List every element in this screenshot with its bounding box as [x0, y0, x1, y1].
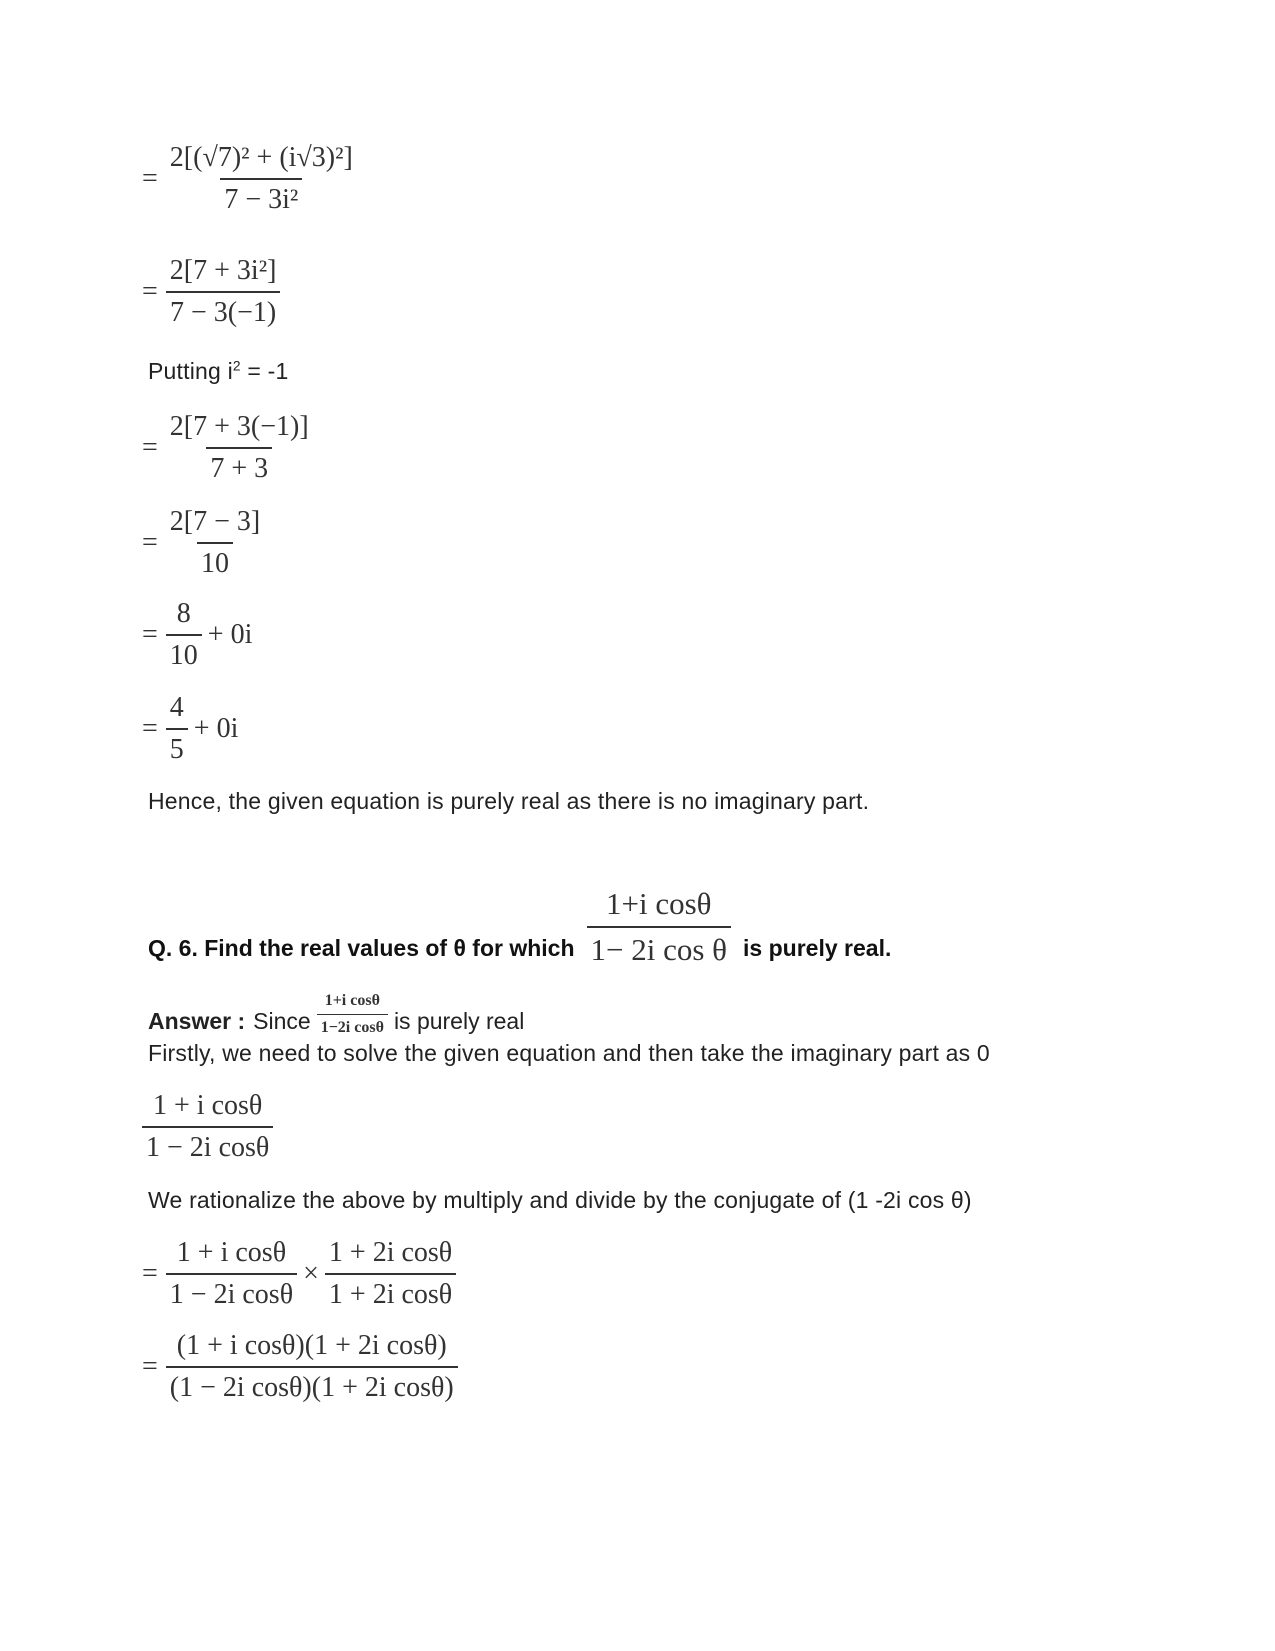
putting-text [148, 358, 288, 385]
right-fraction [325, 1237, 456, 1311]
equals-sign: = [142, 1258, 158, 1289]
times-sign: × [303, 1258, 319, 1289]
fraction [166, 506, 264, 580]
numerator: 1+i cosθ [324, 992, 380, 1009]
equals-sign: = [142, 432, 158, 463]
denominator: 1 − 2i cosθ [166, 1273, 297, 1311]
math-step-3 [142, 411, 313, 485]
answer-fraction [317, 992, 388, 1037]
firstly-text: Firstly, we need to solve the given equation and then take the imaginary part as 0 [148, 1040, 990, 1066]
product-expression [142, 1237, 456, 1311]
equals-sign: = [142, 163, 158, 194]
numerator: 2[7 + 3(−1)] [169, 411, 309, 442]
question-heading [148, 880, 892, 967]
fraction [166, 598, 202, 672]
math-step-5 [142, 598, 252, 672]
denominator: 10 [166, 634, 202, 672]
conclusion-text: Hence, the given equation is purely real as there is no imaginary part. [148, 788, 870, 814]
denominator: 7 − 3(−1) [166, 291, 280, 329]
rationalize-text: We rationalize the above by multiply and divide by the conjugate of (1 -2i cos θ) [148, 1187, 972, 1213]
question-fraction [587, 886, 732, 968]
equals-sign: = [142, 527, 158, 558]
answer-label: Answer : [148, 1008, 246, 1034]
equals-sign: = [142, 276, 158, 307]
putting-suffix: = -1 [240, 358, 289, 384]
denominator: 10 [197, 542, 233, 580]
denominator: (1 − 2i cosθ)(1 + 2i cosθ) [166, 1366, 458, 1404]
denominator: 1− 2i cos θ [587, 926, 732, 968]
fraction [166, 1330, 458, 1404]
final-expression [142, 1330, 458, 1404]
answer-line [148, 990, 524, 1035]
fraction [166, 255, 281, 329]
numerator: 2[7 − 3] [169, 506, 261, 537]
fraction [166, 692, 188, 766]
math-step-6 [142, 692, 238, 766]
imaginary-term: + 0i [193, 713, 239, 744]
answer-suffix: is purely real [393, 1008, 525, 1034]
putting-prefix: Putting i [148, 358, 233, 384]
numerator: 8 [176, 598, 191, 629]
denominator: 1 + 2i cosθ [325, 1273, 456, 1311]
denominator: 1 − 2i cosθ [142, 1126, 273, 1164]
numerator: 4 [169, 692, 184, 723]
math-step-4 [142, 506, 264, 580]
fraction [166, 142, 357, 216]
numerator: 2[(√7)² + (i√3)²] [169, 142, 353, 173]
denominator: 7 + 3 [206, 447, 272, 485]
question-prefix: Q. 6. Find the real values of θ for which [148, 935, 575, 961]
expression [142, 1090, 273, 1164]
equals-sign: = [142, 619, 158, 650]
numerator: 1+i cosθ [606, 886, 712, 921]
numerator: (1 + i cosθ)(1 + 2i cosθ) [176, 1330, 447, 1361]
question-suffix: is purely real. [743, 935, 892, 961]
numerator: 1 + i cosθ [153, 1090, 263, 1121]
imaginary-term: + 0i [207, 619, 253, 650]
numerator: 1 + i cosθ [176, 1237, 287, 1268]
fraction [142, 1090, 273, 1164]
fraction [166, 411, 313, 485]
numerator: 1 + 2i cosθ [328, 1237, 453, 1268]
putting-sup: 2 [232, 358, 241, 374]
denominator: 7 − 3i² [220, 178, 302, 216]
math-step-1 [142, 142, 357, 216]
answer-since: Since [253, 1008, 311, 1034]
equals-sign: = [142, 1351, 158, 1382]
denominator: 1−2i cosθ [317, 1014, 388, 1037]
denominator: 5 [166, 728, 188, 766]
math-step-2 [142, 255, 280, 329]
left-fraction [166, 1237, 297, 1311]
numerator: 2[7 + 3i²] [169, 255, 277, 286]
equals-sign: = [142, 713, 158, 744]
